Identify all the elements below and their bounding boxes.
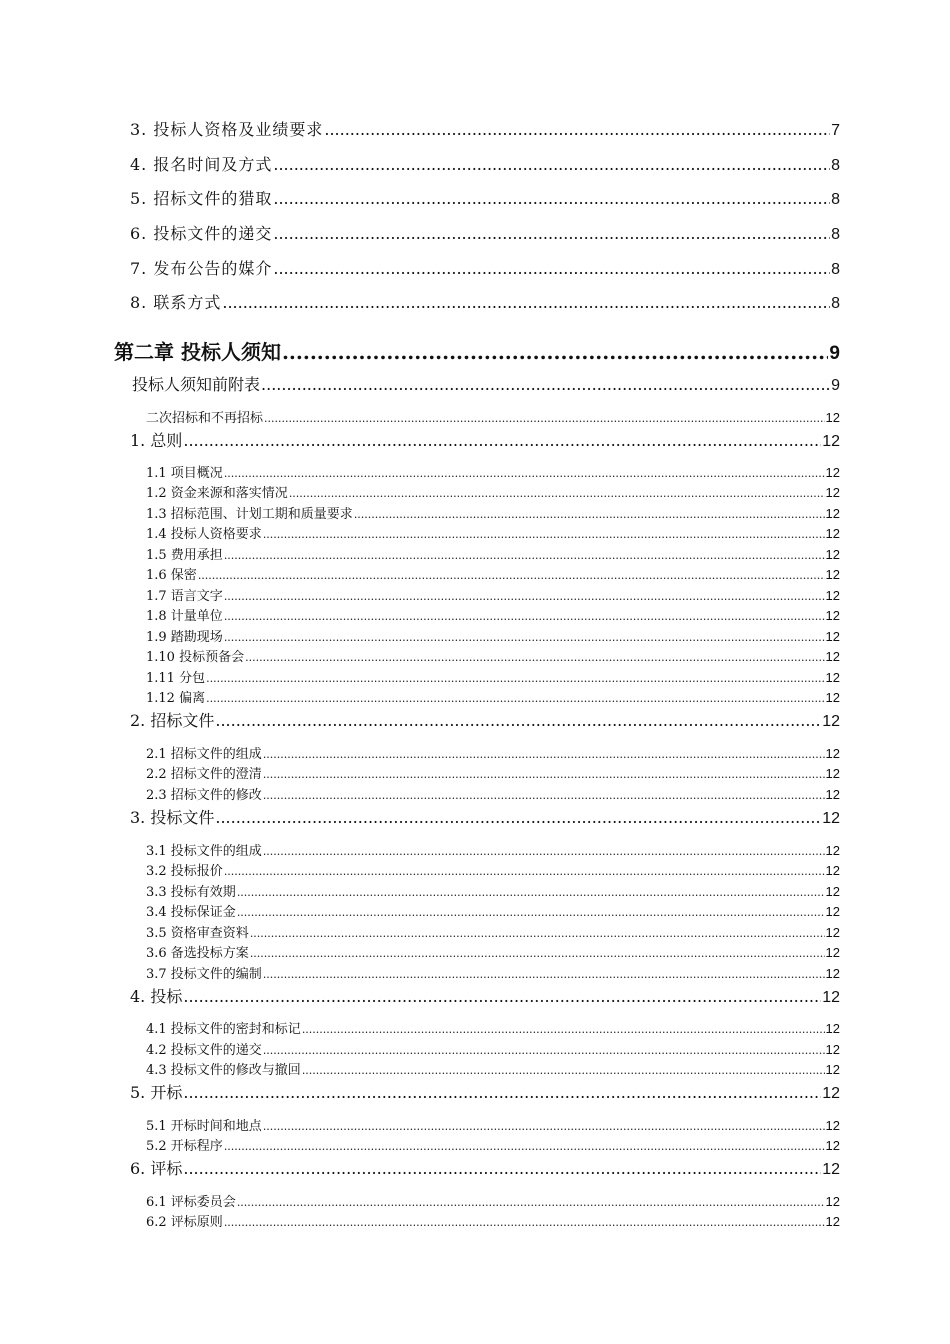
toc-entry-label: 1.1 项目概况	[146, 466, 223, 481]
dot-leader	[302, 1023, 825, 1036]
toc-subentry[interactable]	[146, 1039, 840, 1058]
toc-page-number: 12	[825, 863, 840, 878]
toc-subentry[interactable]	[146, 881, 840, 900]
toc-entry-label: 6. 投标文件的递交	[130, 224, 273, 243]
dot-leader	[215, 711, 821, 730]
dot-leader	[224, 631, 825, 644]
dot-leader	[302, 1064, 825, 1077]
toc-entry-label: 6.2 评标原则	[146, 1215, 223, 1230]
toc-page-number: 12	[825, 567, 840, 582]
dot-leader	[263, 528, 825, 541]
toc-page-number: 12	[822, 810, 840, 827]
dot-leader	[324, 120, 830, 139]
toc-entry-label: 7. 发布公告的媒介	[130, 259, 273, 278]
toc-entry-label: 2.1 招标文件的组成	[146, 747, 262, 762]
toc-section-entry[interactable]	[130, 708, 840, 731]
toc-subentry[interactable]	[146, 840, 840, 859]
toc-subentry[interactable]	[146, 564, 840, 583]
toc-entry-label: 1.8 计量单位	[146, 609, 223, 624]
toc-page-number: 12	[825, 526, 840, 541]
dot-leader	[224, 865, 825, 878]
dot-leader	[263, 768, 825, 781]
toc-page-number: 12	[825, 1118, 840, 1133]
dot-leader	[273, 259, 830, 278]
dot-leader	[224, 467, 825, 480]
toc-page-number: 12	[825, 649, 840, 664]
toc-subentry[interactable]	[146, 784, 840, 803]
toc-page-number: 12	[825, 1194, 840, 1209]
toc-entry[interactable]	[132, 372, 840, 395]
toc-entry[interactable]	[130, 186, 840, 209]
toc-subentry[interactable]	[146, 763, 840, 782]
toc-entry-label: 5.1 开标时间和地点	[146, 1119, 262, 1134]
toc-entry-label: 1.6 保密	[146, 568, 197, 583]
toc-entry-label: 5.2 开标程序	[146, 1139, 223, 1154]
toc-entry-label: 3. 投标人资格及业绩要求	[130, 120, 324, 139]
dot-leader	[224, 1216, 825, 1229]
toc-chapter-label: 第二章 投标人须知	[114, 340, 281, 364]
toc-entry[interactable]	[130, 152, 840, 175]
dot-leader	[261, 375, 830, 394]
toc-entry-label: 1.5 费用承担	[146, 548, 223, 563]
toc-entry-label: 投标人须知前附表	[132, 375, 261, 394]
dot-leader	[263, 968, 825, 981]
dot-leader	[245, 651, 824, 664]
toc-page-number: 12	[822, 713, 840, 730]
dot-leader	[215, 808, 821, 827]
toc-page-number: 12	[822, 989, 840, 1006]
toc-subentry[interactable]	[146, 743, 840, 762]
dot-leader	[224, 549, 825, 562]
toc-section-entry[interactable]	[130, 1080, 840, 1103]
toc-entry-label: 2.2 招标文件的澄清	[146, 767, 262, 782]
toc-page-number: 12	[825, 670, 840, 685]
dot-leader	[237, 886, 825, 899]
toc-page-number: 12	[825, 1042, 840, 1057]
toc-entry-label: 3.2 投标报价	[146, 864, 223, 879]
dot-leader	[206, 672, 824, 685]
dot-leader	[183, 1159, 821, 1178]
toc-entry-label: 1.9 踏勘现场	[146, 630, 223, 645]
toc-entry-label: 6. 评标	[130, 1159, 183, 1178]
toc-subentry[interactable]	[146, 687, 840, 706]
toc-page-number: 12	[825, 690, 840, 705]
dot-leader	[224, 610, 825, 623]
dot-leader	[237, 1196, 825, 1209]
toc-entry-label: 3.7 投标文件的编制	[146, 967, 262, 982]
toc-subentry[interactable]	[146, 901, 840, 920]
toc-subentry[interactable]	[146, 963, 840, 982]
toc-page-number: 12	[822, 1161, 840, 1178]
toc-entry-label: 2.3 招标文件的修改	[146, 788, 262, 803]
toc-page-number: 12	[822, 433, 840, 450]
toc-subentry[interactable]	[146, 1115, 840, 1134]
dot-leader	[250, 927, 825, 940]
dot-leader	[273, 224, 830, 243]
toc-entry-label: 1.10 投标预备会	[146, 650, 245, 665]
toc-page-number: 12	[825, 966, 840, 981]
toc-entry-label: 3.1 投标文件的组成	[146, 844, 262, 859]
toc-subentry[interactable]	[146, 922, 840, 941]
toc-page-number: 9	[829, 343, 840, 364]
toc-subentry[interactable]	[146, 523, 840, 542]
toc-subentry[interactable]	[146, 1191, 840, 1210]
toc-page-number: 12	[825, 465, 840, 480]
dot-leader	[222, 293, 830, 312]
toc-subentry[interactable]	[146, 462, 840, 481]
dot-leader	[224, 590, 825, 603]
toc-page-number: 12	[825, 884, 840, 899]
toc-subentry[interactable]	[146, 605, 840, 624]
dot-leader	[263, 748, 825, 761]
toc-entry-label: 1.4 投标人资格要求	[146, 527, 262, 542]
toc-page-number: 12	[825, 1021, 840, 1036]
toc-subentry[interactable]	[146, 1135, 840, 1154]
dot-leader	[263, 1120, 825, 1133]
toc-entry-label: 1.12 偏离	[146, 691, 206, 706]
toc-entry[interactable]	[130, 290, 840, 313]
toc-subentry[interactable]	[146, 942, 840, 961]
dot-leader	[263, 789, 825, 802]
toc-entry-label: 3.5 资格审查资料	[146, 926, 249, 941]
toc-subentry[interactable]	[146, 503, 840, 522]
toc-subentry[interactable]	[146, 585, 840, 604]
toc-subentry[interactable]	[146, 544, 840, 563]
toc-entry-label: 5. 开标	[130, 1083, 183, 1102]
toc-page-number: 12	[825, 485, 840, 500]
toc-page-number: 12	[822, 1085, 840, 1102]
dot-leader	[289, 487, 825, 500]
toc-page-number: 8	[831, 157, 840, 174]
toc-entry[interactable]	[130, 117, 840, 140]
toc-section-entry[interactable]	[130, 1156, 840, 1179]
toc-subentry[interactable]	[146, 626, 840, 645]
dot-leader	[264, 412, 825, 425]
dot-leader	[198, 569, 825, 582]
toc-page-number: 12	[825, 1214, 840, 1229]
toc-page-number: 12	[825, 588, 840, 603]
toc-entry[interactable]	[146, 407, 840, 426]
toc-page-number: 12	[825, 945, 840, 960]
toc-section-entry[interactable]	[130, 805, 840, 828]
toc-entry[interactable]	[130, 221, 840, 244]
dot-leader	[206, 692, 824, 705]
toc-entry-label: 4.1 投标文件的密封和标记	[146, 1022, 301, 1037]
dot-leader	[263, 1044, 825, 1057]
toc-entry-label: 6.1 评标委员会	[146, 1195, 236, 1210]
toc-page-number: 12	[825, 843, 840, 858]
toc-page-number: 12	[825, 787, 840, 802]
dot-leader	[250, 947, 825, 960]
toc-entry-label: 8. 联系方式	[130, 293, 222, 312]
toc-subentry[interactable]	[146, 667, 840, 686]
toc-page-number: 12	[825, 608, 840, 623]
toc-entry-label: 3.4 投标保证金	[146, 905, 236, 920]
toc-subentry[interactable]	[146, 482, 840, 501]
toc-page-number: 12	[825, 547, 840, 562]
toc-page-number: 8	[831, 261, 840, 278]
toc-entry-label: 4. 报名时间及方式	[130, 155, 273, 174]
toc-section-entry[interactable]	[130, 428, 840, 451]
toc-section-entry[interactable]	[130, 984, 840, 1007]
dot-leader	[237, 906, 825, 919]
toc-subentry[interactable]	[146, 1211, 840, 1230]
toc-page-number: 12	[825, 904, 840, 919]
toc-page-number: 8	[831, 191, 840, 208]
dot-leader	[263, 845, 825, 858]
toc-subentry[interactable]	[146, 1018, 840, 1037]
toc-entry-label: 3.6 备选投标方案	[146, 946, 249, 961]
toc-subentry[interactable]	[146, 860, 840, 879]
toc-page-number: 9	[831, 377, 840, 394]
toc-entry-label: 1.7 语言文字	[146, 589, 223, 604]
dot-leader	[183, 1083, 821, 1102]
toc-page-number: 12	[825, 1138, 840, 1153]
toc-entry-label: 5. 招标文件的猎取	[130, 189, 273, 208]
toc-entry-label: 二次招标和不再招标	[146, 411, 264, 426]
toc-entry-label: 2. 招标文件	[130, 711, 215, 730]
dot-leader	[273, 155, 830, 174]
dot-leader	[282, 340, 828, 364]
toc-entry-label: 4.2 投标文件的递交	[146, 1043, 262, 1058]
toc-entry-label: 4.3 投标文件的修改与撤回	[146, 1063, 301, 1078]
dot-leader	[183, 431, 821, 450]
toc-page-number: 12	[825, 746, 840, 761]
dot-leader	[183, 987, 821, 1006]
toc-page-number: 8	[831, 226, 840, 243]
toc-entry[interactable]	[130, 256, 840, 279]
toc-page-number: 12	[825, 629, 840, 644]
dot-leader	[273, 189, 830, 208]
toc-entry-label: 3.3 投标有效期	[146, 885, 236, 900]
toc-subentry[interactable]	[146, 646, 840, 665]
toc-page-number: 12	[825, 766, 840, 781]
toc-chapter-entry[interactable]	[114, 336, 840, 365]
toc-entry-label: 1.2 资金来源和落实情况	[146, 486, 288, 501]
toc-entry-label: 1.3 招标范围、计划工期和质量要求	[146, 507, 353, 522]
toc-entry-label: 4. 投标	[130, 987, 183, 1006]
toc-page-number: 12	[825, 1062, 840, 1077]
toc-page-number: 7	[831, 122, 840, 139]
toc-page-number: 8	[831, 295, 840, 312]
toc-page-number: 12	[825, 925, 840, 940]
toc-page-number: 12	[825, 506, 840, 521]
toc-entry-label: 1.11 分包	[146, 671, 206, 686]
toc-subentry[interactable]	[146, 1059, 840, 1078]
dot-leader	[224, 1140, 825, 1153]
toc-page-number: 12	[825, 410, 840, 425]
dot-leader	[354, 508, 825, 521]
toc-entry-label: 1. 总则	[130, 431, 183, 450]
toc-entry-label: 3. 投标文件	[130, 808, 215, 827]
